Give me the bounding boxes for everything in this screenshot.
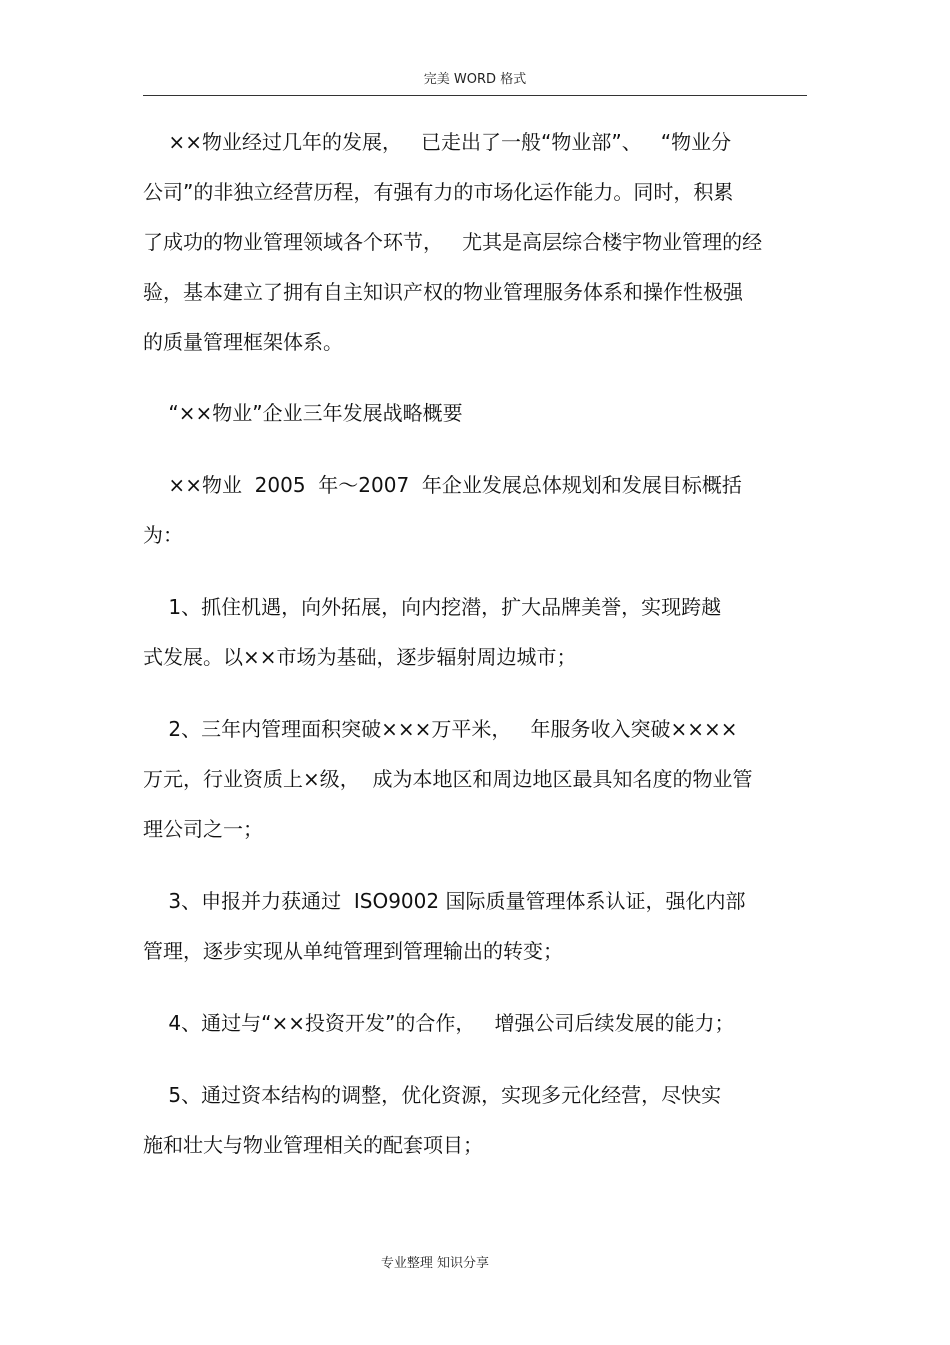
page-header: 完美 WORD 格式 <box>143 68 807 96</box>
list-item-line: 5、通过资本结构的调整，优化资源，实现多元化经营，尽快实 <box>143 1083 722 1107</box>
list-item-line: 理公司之一； <box>143 817 263 841</box>
body-line: 了成功的物业管理领域各个环节， 尤其是高层综合楼宇物业管理的经 <box>143 230 763 254</box>
list-item-line: 万元，行业资质上×级， 成为本地区和周边地区最具知名度的物业管 <box>143 767 753 791</box>
list-item-line: 4、通过与“××投资开发”的合作， 增强公司后续发展的能力； <box>143 1011 735 1035</box>
body-line: 的质量管理框架体系。 <box>143 330 343 354</box>
list-item-line: 施和壮大与物业管理相关的配套项目； <box>143 1133 483 1157</box>
section-heading: “××物业”企业三年发展战略概要 <box>143 401 463 425</box>
list-item-line: 管理，逐步实现从单纯管理到管理输出的转变； <box>143 939 563 963</box>
list-item-line: 1、抓住机遇，向外拓展，向内挖潜，扩大品牌美誉，实现跨越 <box>143 595 722 619</box>
list-item-line: 2、三年内管理面积突破×××万平米， 年服务收入突破×××× <box>143 717 738 741</box>
body-line: ××物业经过几年的发展， 已走出了一般“物业部”、 “物业分 <box>143 130 732 154</box>
list-item-line: 式发展。以××市场为基础，逐步辐射周边城市； <box>143 645 577 669</box>
body-line: 公司”的非独立经营历程，有强有力的市场化运作能力。同时，积累 <box>143 180 734 204</box>
body-line: ××物业 2005 年～2007 年企业发展总体规划和发展目标概括 <box>143 473 742 497</box>
page-footer: 专业整理 知识分享 <box>380 1256 490 1271</box>
body-line: 验，基本建立了拥有自主知识产权的物业管理服务体系和操作性极强 <box>143 280 743 304</box>
body-line: 为： <box>143 523 183 547</box>
list-item-line: 3、申报并力获通过 ISO9002 国际质量管理体系认证，强化内部 <box>143 889 746 913</box>
